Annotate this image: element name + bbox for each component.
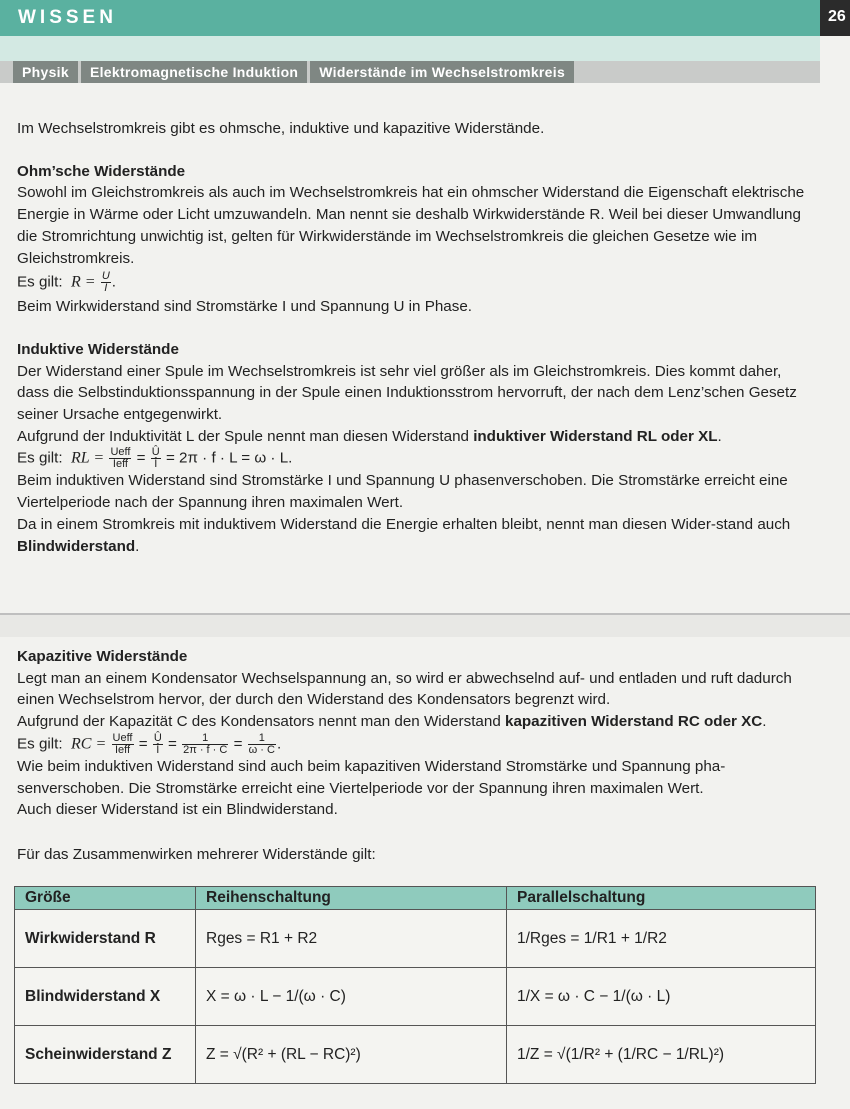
header-band — [0, 36, 820, 61]
parallel-formula: 1/Rges = 1/R1 + 1/R2 — [507, 910, 816, 968]
top-bar — [0, 0, 820, 36]
ohm-body: Sowohl im Gleichstromkreis als auch im Wechselstromkreis hat ein ohmscher Widerstand die Eigenschaft elektrische Energie in Wärme oder Licht umzuwandeln. Man nennt sie deshalb Wirkwiderstände R. Weil bei dieser Umwandlung die Stromrichtung unwichtig ist, gelten für Wirkwiderstände im Wechselstromkreis die gleichen Gesetze wie im Gleichstromkreis. — [17, 184, 805, 267]
ind-body1: Der Widerstand einer Spule im Wechselstromkreis ist sehr viel größer als im Gleichstromkreis. Dies kommt daher, dass die Selbstinduktionsspannung in der Spule einen Induktionsstrom hervorruft, der nach dem Lenz’schen Gesetz seiner Ursache entgegenwirkt. — [17, 362, 797, 424]
table-row — [15, 968, 816, 1026]
heading-kapazitiv: Kapazitive Widerstände — [17, 648, 188, 665]
breadcrumb-item-induktion: Elektromagnetische Induktion — [81, 61, 307, 83]
breadcrumb — [13, 61, 574, 83]
row-label: Blindwiderstand X — [15, 968, 196, 1026]
intro-text: Im Wechselstromkreis gibt es ohmsche, induktive und kapazitive Widerstände. — [17, 120, 545, 137]
section-title: WISSEN — [18, 7, 117, 28]
kap-body1: Legt man an einem Kondensator Wechselspannung an, so wird er abwechselnd auf- und entladen und ruft dadurch einen Wechselstrom hervor, der durch den Widerstand des Kondensators begrenzt wird. — [17, 669, 792, 709]
table-row — [15, 910, 816, 968]
table-intro: Für das Zusammenwirken mehrerer Widerstände gilt: — [17, 845, 376, 863]
ohm-formula: Es gilt: R = $\frac{U}{I}$ . — [17, 270, 117, 295]
section-divider — [0, 613, 850, 637]
kapazitiv-section — [17, 646, 817, 866]
heading-ohm: Ohm’sche Widerstände — [17, 162, 186, 180]
row-label: Wirkwiderstand R — [15, 910, 196, 968]
breadcrumb-item-physik: Physik — [13, 61, 78, 83]
ind-body4: Da in einem Stromkreis mit induktivem Widerstand die Energie erhalten bleibt, nennt man diesen Wider-stand auch Blindwiderstand. — [17, 515, 791, 555]
heading-induktiv: Induktive Widerstände — [17, 340, 179, 358]
table-row — [15, 1026, 816, 1084]
fraction-u-over-i: $\frac{U}{I}$ — [101, 270, 110, 295]
serial-formula: X = ω · L − 1/(ω · C) — [196, 968, 507, 1026]
kap-body3: Wie beim induktiven Widerstand sind auch beim kapazitiven Widerstand Stromstärke und Spannung pha-senverschoben. Die Stromstärke erreicht eine Viertelperiode vor der Spannung ihren maximalen Wert. — [17, 757, 726, 797]
parallel-formula: 1/X = ω · C − 1/(ω · L) — [507, 968, 816, 1026]
resistance-table — [14, 886, 816, 1084]
main-content — [17, 118, 817, 557]
serial-formula: Rges = R1 + R2 — [196, 910, 507, 968]
kap-body2: Aufgrund der Kapazität C des Kondensators nennt man den Widerstand kapazitiven Widerstand RC oder XC. — [17, 713, 767, 731]
table-header-row — [15, 887, 816, 910]
col-header-parallel: Parallelschaltung — [507, 887, 816, 910]
ind-body3: Beim induktiven Widerstand sind Stromstärke I und Spannung U phasenverschoben. Die Stromstärke erreicht eine Viertelperiode nach der Spannung ihren maximalen Wert. — [17, 472, 788, 512]
col-header-groesse: Größe — [15, 887, 196, 910]
row-label: Scheinwiderstand Z — [15, 1026, 196, 1084]
breadcrumb-item-widerstaende: Widerstände im Wechselstromkreis — [310, 61, 574, 83]
ind-formula: Es gilt: RL = $\frac{\text{Ueff}}{\text{Ieff}}$ = $\frac{Û}{Î}$ = 2π · f · L = ω · L. — [17, 446, 293, 471]
ind-body2: Aufgrund der Induktivität L der Spule nennt man diesen Widerstand induktiver Widerstand RL oder XL. — [17, 427, 722, 445]
serial-formula: Z = √(R² + (RL − RC)²) — [196, 1026, 507, 1084]
kap-formula: Es gilt: RC = $\frac{\text{Ueff}}{\text{Ieff}}$ = $\frac{Û}{Î}$ = $\frac{1}{2\pi \cdot f \cdot C}$ = $\frac{1}{\omega \cdot C}$ . — [17, 731, 282, 756]
ohm-phase: Beim Wirkwiderstand sind Stromstärke I und Spannung U in Phase. — [17, 298, 472, 316]
parallel-formula: 1/Z = √(1/R² + (1/RC − 1/RL)²) — [507, 1026, 816, 1084]
kap-body4: Auch dieser Widerstand ist ein Blindwiderstand. — [17, 801, 338, 819]
col-header-reihe: Reihenschaltung — [196, 887, 507, 910]
page-number: 26 — [820, 0, 850, 36]
